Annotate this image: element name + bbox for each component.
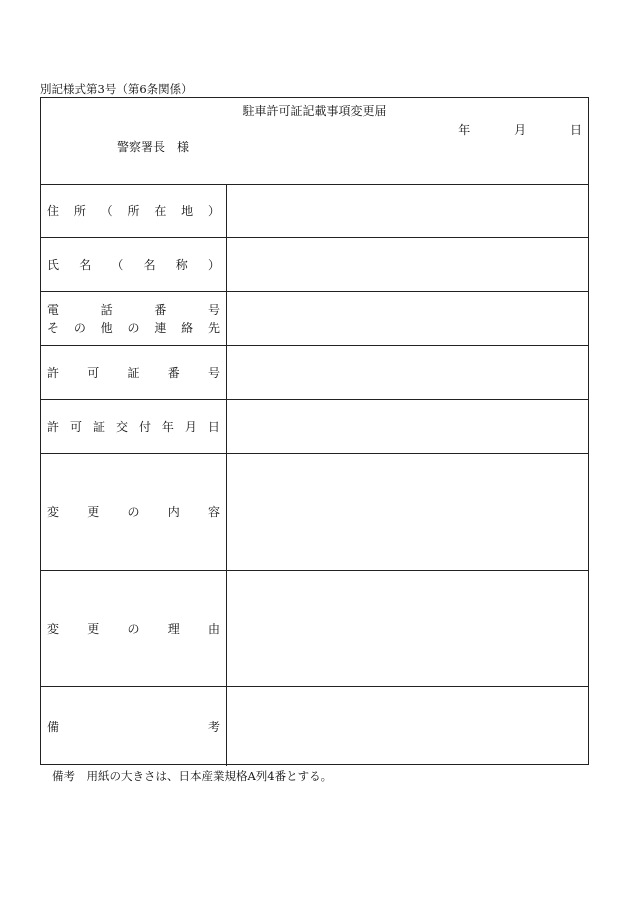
form-row-permit-number <box>41 346 588 400</box>
label-char: 交 <box>115 419 128 434</box>
label-char: 変 <box>47 505 60 519</box>
label-char: 備 <box>47 719 60 734</box>
label-line <box>47 319 220 337</box>
label-char: 号 <box>207 302 220 317</box>
form-header <box>41 98 588 185</box>
form-title: 駐車許可証記載事項変更届 <box>242 104 387 118</box>
row-label <box>41 454 227 570</box>
label-line <box>47 620 220 638</box>
label-char: 可 <box>87 365 100 380</box>
name-value-field[interactable] <box>227 238 588 291</box>
label-char: 番 <box>154 302 167 317</box>
label-char: 連 <box>154 320 167 335</box>
label-char: 由 <box>207 621 220 636</box>
document-label: 別記様式第3号（第6条関係） <box>40 82 193 96</box>
label-char: 所 <box>73 203 86 218</box>
row-label <box>41 571 227 686</box>
label-char: 号 <box>207 365 220 380</box>
row-label <box>41 238 227 291</box>
label-char: 絡 <box>181 320 194 335</box>
label-char: 名 <box>143 257 156 272</box>
row-label <box>41 687 227 766</box>
date-line <box>458 121 582 138</box>
issue-date-value-field[interactable] <box>227 400 588 453</box>
label-char: 所 <box>127 203 140 218</box>
label-char: 年 <box>161 419 174 434</box>
label-char: 容 <box>207 505 220 519</box>
label-char: 考 <box>207 719 220 734</box>
label-char: （ <box>100 203 113 218</box>
date-day: 日 <box>569 123 582 137</box>
change-notification-form <box>40 97 589 765</box>
address-value-field[interactable] <box>227 184 588 237</box>
label-char: 地 <box>181 203 194 218</box>
label-char: 許 <box>47 419 60 434</box>
label-line <box>47 202 220 220</box>
form-row-change-reason <box>41 571 588 687</box>
form-row-phone-contact <box>41 292 588 346</box>
label-line <box>47 718 220 736</box>
label-char: の <box>73 320 86 335</box>
label-line <box>47 256 220 274</box>
label-char: の <box>127 320 140 335</box>
date-year: 年 <box>458 123 471 137</box>
label-char: 許 <box>47 365 60 380</box>
form-row-name <box>41 238 588 292</box>
label-char: 電 <box>47 302 60 317</box>
addressee-honorific: 様 <box>177 140 190 154</box>
form-row-change-content <box>41 454 588 571</box>
label-char: ） <box>207 203 220 218</box>
label-line <box>47 364 220 382</box>
row-label <box>41 346 227 399</box>
form-row-issue-date <box>41 400 588 454</box>
addressee <box>117 138 189 155</box>
label-char: 月 <box>184 419 197 434</box>
row-label <box>41 184 227 237</box>
label-line <box>47 503 220 521</box>
label-char: 可 <box>69 419 82 434</box>
label-char: 内 <box>167 505 180 519</box>
label-char: 称 <box>175 257 188 272</box>
date-month: 月 <box>514 123 527 137</box>
label-char: 証 <box>92 419 105 434</box>
label-char: 更 <box>87 621 100 636</box>
label-char: 話 <box>100 302 113 317</box>
label-char: 先 <box>207 320 220 335</box>
form-row-remarks <box>41 687 588 766</box>
change-content-value-field[interactable] <box>227 454 588 570</box>
label-char: 住 <box>47 203 60 218</box>
change-reason-value-field[interactable] <box>227 571 588 686</box>
label-char: 氏 <box>47 257 60 272</box>
label-char: 変 <box>47 621 60 636</box>
label-char: 理 <box>167 621 180 636</box>
label-char: 日 <box>207 419 220 434</box>
label-char: 証 <box>127 365 140 380</box>
label-char: 更 <box>87 505 100 519</box>
remarks-value-field[interactable] <box>227 687 588 766</box>
label-char: 番 <box>167 365 180 380</box>
phone-value-field[interactable] <box>227 292 588 345</box>
label-char: の <box>127 505 140 519</box>
form-row-address <box>41 184 588 238</box>
label-char: 在 <box>154 203 167 218</box>
permit-number-value-field[interactable] <box>227 346 588 399</box>
row-label <box>41 400 227 453</box>
label-char: 他 <box>100 320 113 335</box>
label-char: （ <box>111 257 124 272</box>
label-char: そ <box>47 320 60 335</box>
row-label <box>41 292 227 345</box>
label-line <box>47 418 220 436</box>
addressee-name: 警察署長 <box>117 140 166 154</box>
footnote: 備考 用紙の大きさは、日本産業規格A列4番とする。 <box>52 769 333 783</box>
label-line <box>47 301 220 319</box>
label-char: ） <box>207 257 220 272</box>
label-char: 名 <box>79 257 92 272</box>
label-char: 付 <box>138 419 151 434</box>
label-char: の <box>127 621 140 636</box>
